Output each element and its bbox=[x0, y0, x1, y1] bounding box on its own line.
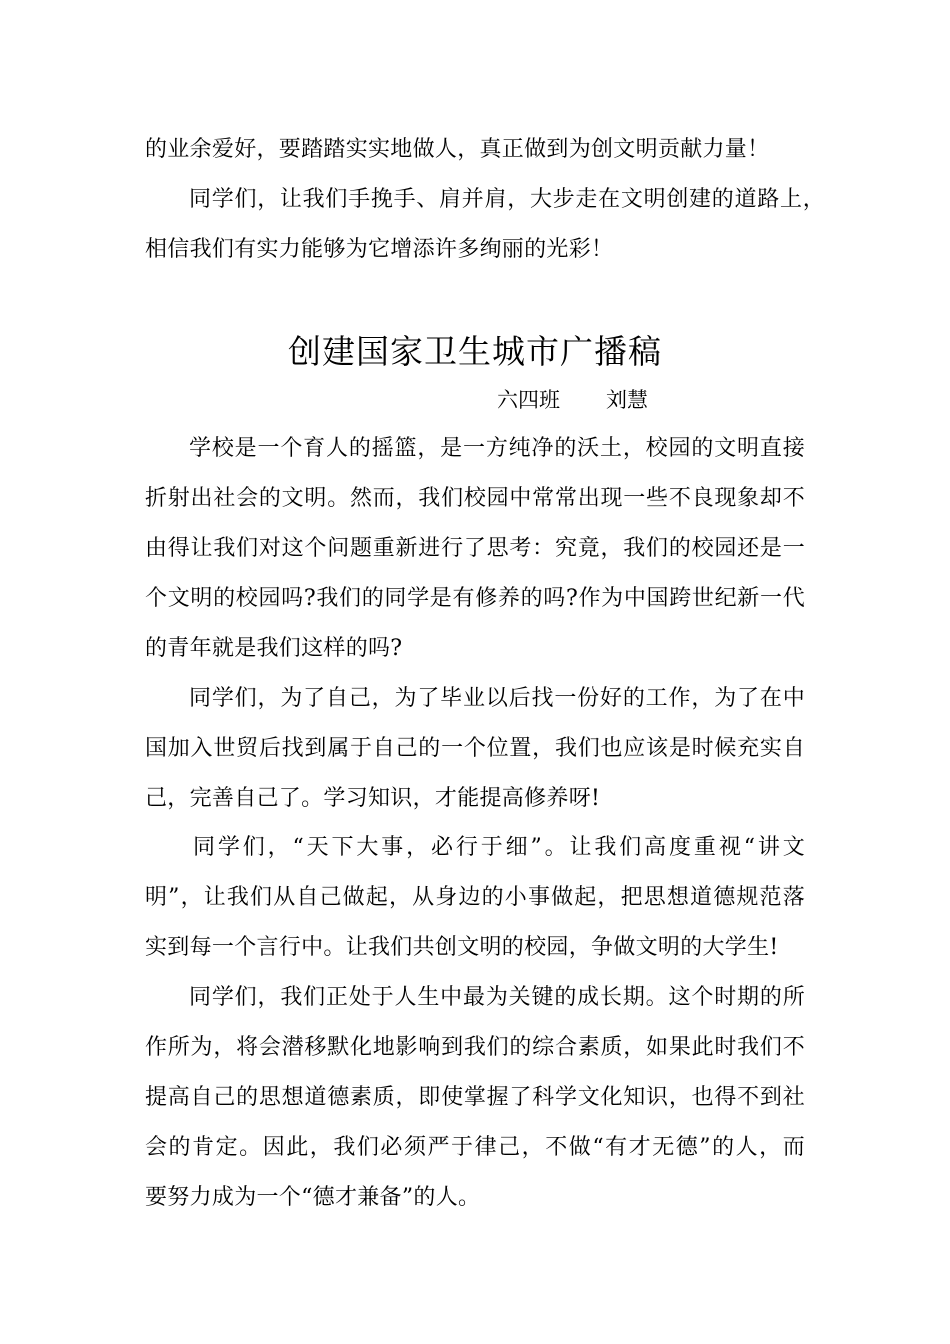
article-title: 创建国家卫生城市广播稿 bbox=[288, 332, 662, 371]
byline-class: 六四班 bbox=[497, 388, 560, 412]
article-line: 实到每一个言行中。让我们共创文明的校园，争做文明的大学生! bbox=[145, 935, 779, 960]
article-line: 要努力成为一个“德才兼备”的人。 bbox=[145, 1185, 481, 1210]
article-line: 由得让我们对这个问题重新进行了思考：究竟，我们的校园还是一 bbox=[145, 536, 805, 561]
article-line: 的青年就是我们这样的吗? bbox=[145, 636, 403, 661]
byline bbox=[497, 386, 648, 414]
article-line: 个文明的校园吗?我们的同学是有修养的吗?作为中国跨世纪新一代 bbox=[145, 586, 805, 611]
prev-paragraph-line: 的业余爱好，要踏踏实实地做人，真正做到为创文明贡献力量！ bbox=[145, 137, 770, 162]
article-line: 学校是一个育人的摇篮，是一方纯净的沃土，校园的文明直接 bbox=[189, 436, 805, 461]
article-line: 作所为，将会潜移默化地影响到我们的综合素质，如果此时我们不 bbox=[145, 1035, 805, 1060]
article-line: 同学们，“天下大事，必行于细”。让我们高度重视“讲文 bbox=[193, 835, 805, 860]
prev-paragraph-line: 相信我们有实力能够为它增添许多绚丽的光彩！ bbox=[145, 237, 614, 262]
article-line: 会的肯定。因此，我们必须严于律己，不做“有才无德”的人，而 bbox=[145, 1135, 805, 1160]
article-line: 明”，让我们从自己做起，从身边的小事做起，把思想道德规范落 bbox=[145, 885, 805, 910]
byline-author: 刘慧 bbox=[606, 388, 648, 412]
article-line: 同学们，我们正处于人生中最为关键的成长期。这个时期的所 bbox=[189, 985, 805, 1010]
article-line: 同学们，为了自己，为了毕业以后找一份好的工作，为了在中 bbox=[189, 686, 805, 711]
article-line: 国加入世贸后找到属于自己的一个位置，我们也应该是时候充实自 bbox=[145, 736, 805, 761]
prev-paragraph-line: 同学们，让我们手挽手、肩并肩，大步走在文明创建的道路上， bbox=[189, 187, 825, 212]
article-line: 提高自己的思想道德素质，即使掌握了科学文化知识，也得不到社 bbox=[145, 1085, 805, 1110]
article-line: 折射出社会的文明。然而，我们校园中常常出现一些不良现象却不 bbox=[145, 486, 805, 511]
article-line: 己，完善自己了。学习知识，才能提高修养呀! bbox=[145, 786, 601, 811]
